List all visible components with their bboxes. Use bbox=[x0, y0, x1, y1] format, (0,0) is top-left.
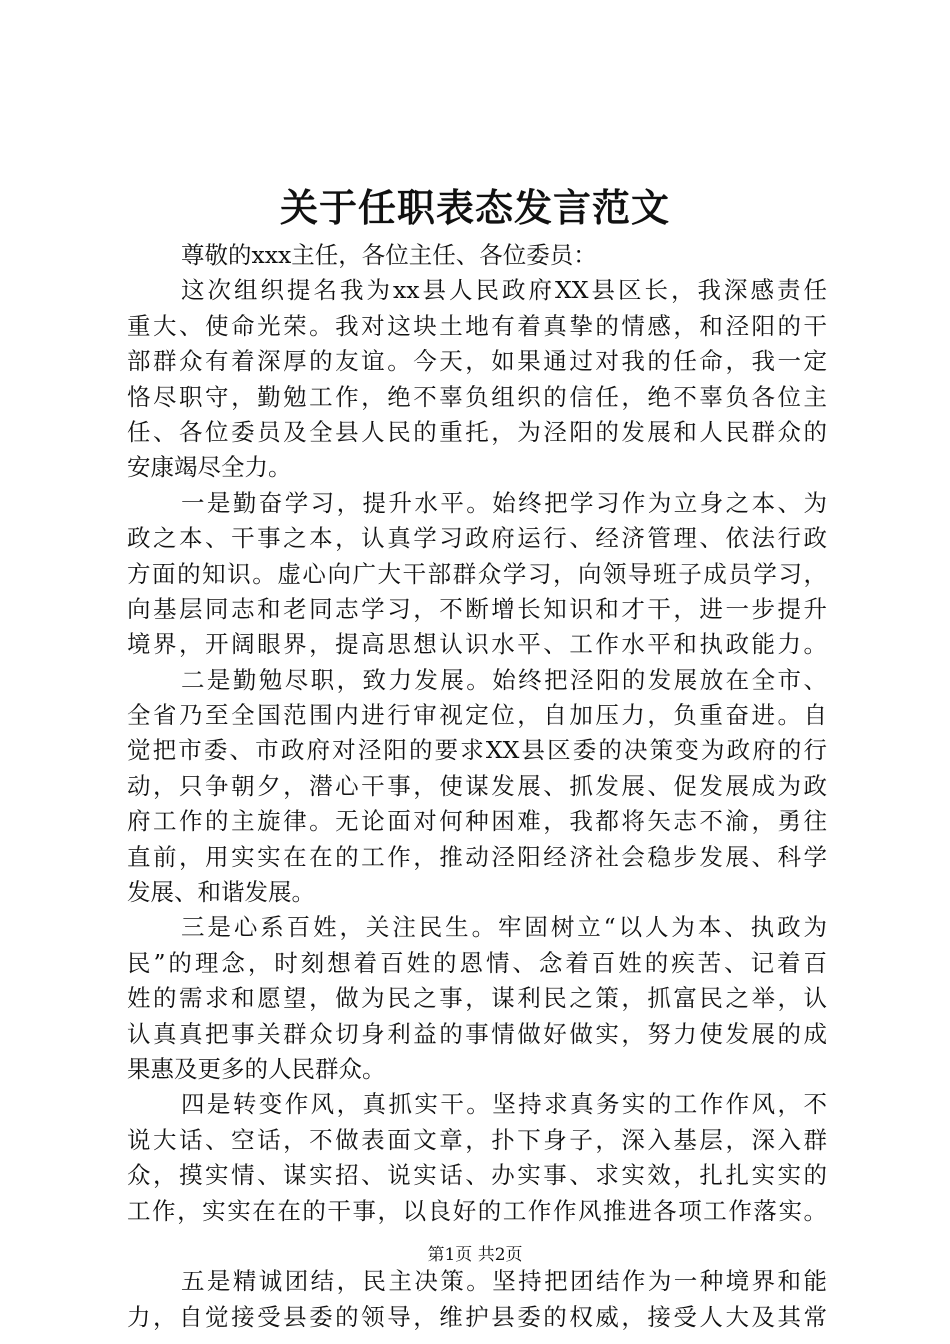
text-line: 尊敬的xxx主任，各位主任、各位委员： bbox=[181, 241, 597, 269]
text-line: 全省乃至全国范围内进行审视定位，自加压力，负重奋进。自 bbox=[127, 701, 827, 730]
text-line: 众，摸实情、谋实招、说实话、办实事、求实效，扎扎实实的 bbox=[127, 1161, 827, 1190]
text-line: 三是心系百姓，关注民生。牢固树立“以人为本、执政为 bbox=[181, 913, 827, 942]
text-line: 姓的需求和愿望，做为民之事，谋利民之策，抓富民之举，认 bbox=[127, 984, 827, 1013]
text-line: 方面的知识。虚心向广大干部群众学习，向领导班子成员学习， bbox=[127, 559, 827, 588]
document-title: 关于任职表态发言范文 bbox=[279, 185, 670, 230]
text-line: 说大话、空话，不做表面文章，扑下身子，深入基层，深入群 bbox=[127, 1125, 827, 1154]
text-line: 任、各位委员及全县人民的重托，为泾阳的发展和人民群众的 bbox=[127, 417, 827, 446]
text-line: 安康竭尽全力。 bbox=[127, 453, 292, 482]
text-line: 部群众有着深厚的友谊。今天，如果通过对我的任命，我一定 bbox=[127, 347, 827, 376]
text-line: 力，自觉接受县委的领导，维护县委的权威，接受人大及其常 bbox=[127, 1302, 827, 1331]
text-line: 府工作的主旋律。无论面对何种困难，我都将矢志不渝，勇往 bbox=[127, 807, 827, 836]
page-footer: 第1页 共2页 bbox=[427, 1245, 523, 1265]
text-line: 动，只争朝夕，潜心干事，使谋发展、抓发展、促发展成为政 bbox=[127, 771, 827, 800]
text-line: 恪尽职守，勤勉工作，绝不辜负组织的信任，绝不辜负各位主 bbox=[127, 382, 827, 411]
text-line: 重大、使命光荣。我对这块土地有着真挚的情感，和泾阳的干 bbox=[127, 311, 827, 340]
text-line: 觉把市委、市政府对泾阳的要求XX县区委的决策变为政府的行 bbox=[127, 736, 827, 765]
text-line: 二是勤勉尽职，致力发展。始终把泾阳的发展放在全市、 bbox=[181, 665, 827, 694]
text-line: 向基层同志和老同志学习，不断增长知识和才干，进一步提升 bbox=[127, 594, 827, 623]
text-line: 政之本、干事之本，认真学习政府运行、经济管理、依法行政 bbox=[127, 524, 827, 553]
text-line: 工作，实实在在的干事，以良好的工作作风推进各项工作落实。 bbox=[127, 1196, 827, 1225]
text-line: 四是转变作风，真抓实干。坚持求真务实的工作作风，不 bbox=[181, 1090, 827, 1119]
text-line: 这次组织提名我为xx县人民政府XX县区长，我深感责任 bbox=[181, 276, 827, 305]
text-line: 果惠及更多的人民群众。 bbox=[127, 1054, 386, 1083]
text-line: 直前，用实实在在的工作，推动泾阳经济社会稳步发展、科学 bbox=[127, 842, 827, 871]
text-line: 发展、和谐发展。 bbox=[127, 878, 315, 907]
text-line: 五是精诚团结，民主决策。坚持把团结作为一种境界和能 bbox=[181, 1267, 827, 1296]
text-line: 境界，开阔眼界，提高思想认识水平、工作水平和执政能力。 bbox=[127, 630, 827, 659]
text-line: 认真真把事关群众切身利益的事情做好做实，努力使发展的成 bbox=[127, 1019, 827, 1048]
document-body bbox=[127, 238, 827, 1335]
text-line: 一是勤奋学习，提升水平。始终把学习作为立身之本、为 bbox=[181, 488, 827, 517]
text-line: 民”的理念，时刻想着百姓的恩情、念着百姓的疾苦、记着百 bbox=[127, 948, 827, 977]
